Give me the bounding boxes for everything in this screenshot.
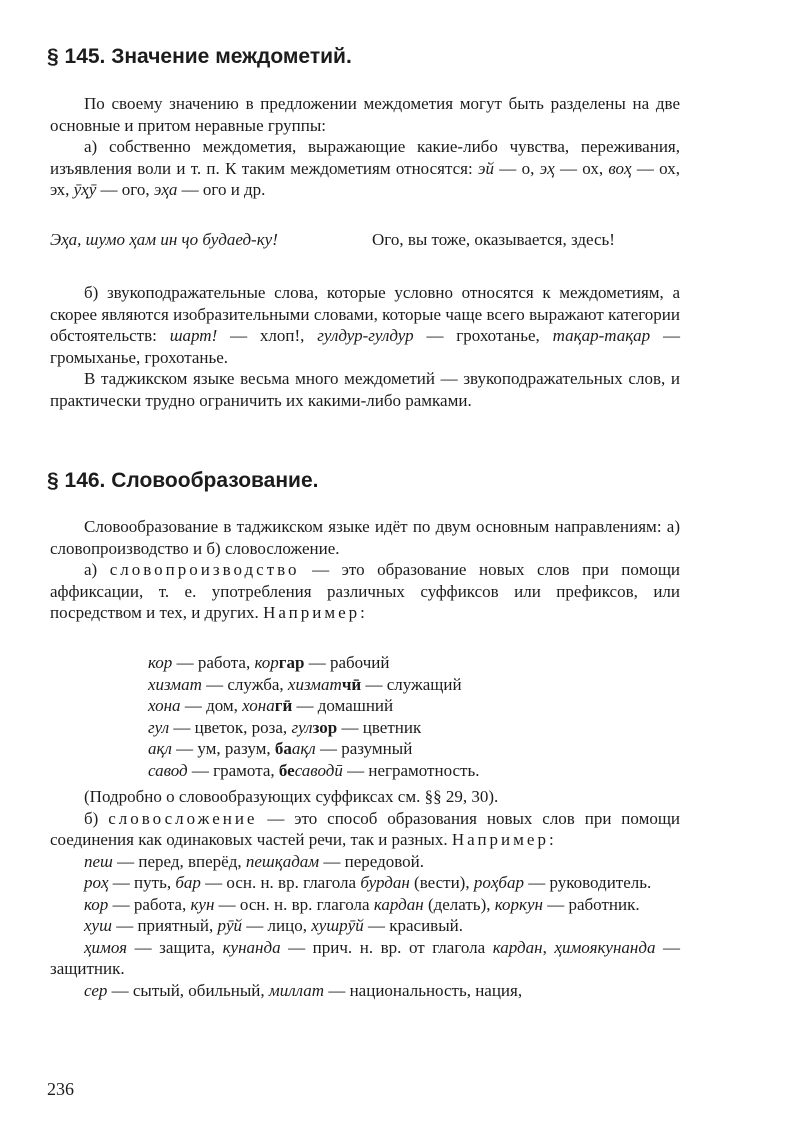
example-line: хизмат — служба, хизматчӣ — служащий (148, 674, 462, 694)
spaced-term: словопроизводство (109, 560, 300, 579)
compound-example: пеш — перед, вперёд, пешқадам — передовой. (84, 851, 425, 871)
example-line: ақл — ум, разум, баақл — разумный (148, 739, 413, 758)
paragraph-interjections-b: б) звукоподражательные слова, которые условно относятся к междометиям, а скорее являются изобразительными словами, которые чаще всего выражают категории обстоятельств: шарт! — хлоп!, гулдур-гулдур — грохотанье, тақар-тақар — громыханье, грохотанье. (50, 283, 681, 367)
compound-example: ҳимоя — защита, кунанда — прич. н. вр. от глагола кардан, ҳимоякунанда — защитник. (50, 937, 681, 978)
paragraph-interjections-a: а) собственно междометия, выражающие какие-либо чувства, переживания, изъявления воли и т. п. К таким междометиям относятся: эй — о, эҳ — ох, воҳ — ох, эх, ӯҳӯ — ого, эҳа — ого и др. (50, 137, 681, 199)
paragraph: По своему значению в предложении междометия могут быть разделены на две основные и притом неравные группы: (50, 94, 680, 135)
section-145-body-continued (50, 282, 680, 411)
compound-example: кор — работа, кун — осн. н. вр. глагола кардан (делать), коркун — работник. (84, 894, 640, 914)
paragraph: В таджикском языке весьма много междометий — звукоподражательных слов, и практически трудно ограничить их какими-либо рамками. (50, 369, 680, 410)
paragraph-compounding: б) словосложение — это способ образования новых слов при помощи соединения как одинаковых частей речи, так и разных. Например: (50, 808, 681, 849)
section-146-body (50, 516, 680, 624)
compound-examples (50, 851, 680, 1002)
section-146-heading: § 146. Словообразование. (47, 469, 319, 492)
example-line: савод — грамота, бесаводӣ — неграмотность. (148, 760, 480, 780)
example-line: хона — дом, хонагӣ — домашний (148, 696, 394, 715)
compound-example: сер — сытый, обильный, миллат — национальность, нация, (84, 980, 523, 1000)
example-line: гул — цветок, роза, гулзор — цветник (148, 717, 422, 737)
section-146-body-continued (50, 786, 680, 1001)
example-line: кор — работа, коргар — рабочий (148, 653, 390, 672)
spaced-term: словосложение (108, 808, 258, 828)
section-145-heading: § 145. Значение междометий. (47, 45, 352, 68)
example-russian: Ого, вы тоже, оказывается, здесь! (372, 230, 615, 249)
derivation-examples (148, 652, 668, 781)
paragraph-derivation: а) словопроизводство — это образование новых слов при помощи аффиксации, т. е. употребления различных суффиксов или префиксов, или посредством и тех, и других. Например: (50, 560, 681, 622)
page-number: 236 (47, 1079, 74, 1099)
section-145-body (50, 93, 680, 201)
example-tajik: Эҳа, шумо ҳам ин ҷо будаед-ку! (50, 230, 278, 249)
compound-example: роҳ — путь, бар — осн. н. вр. глагола бурдан (вести), роҳбар — руководитель. (84, 873, 652, 892)
paragraph-note: (Подробно о словообразующих суффиксах см. §§ 29, 30). (84, 787, 499, 806)
example-sentence (50, 229, 680, 251)
compound-example: хуш — приятный, рӯй — лицо, хушрӯй — красивый. (84, 916, 463, 935)
paragraph: Словообразование в таджикском языке идёт по двум основным направлениям: а) словопроизводство и б) словосложение. (50, 517, 680, 558)
